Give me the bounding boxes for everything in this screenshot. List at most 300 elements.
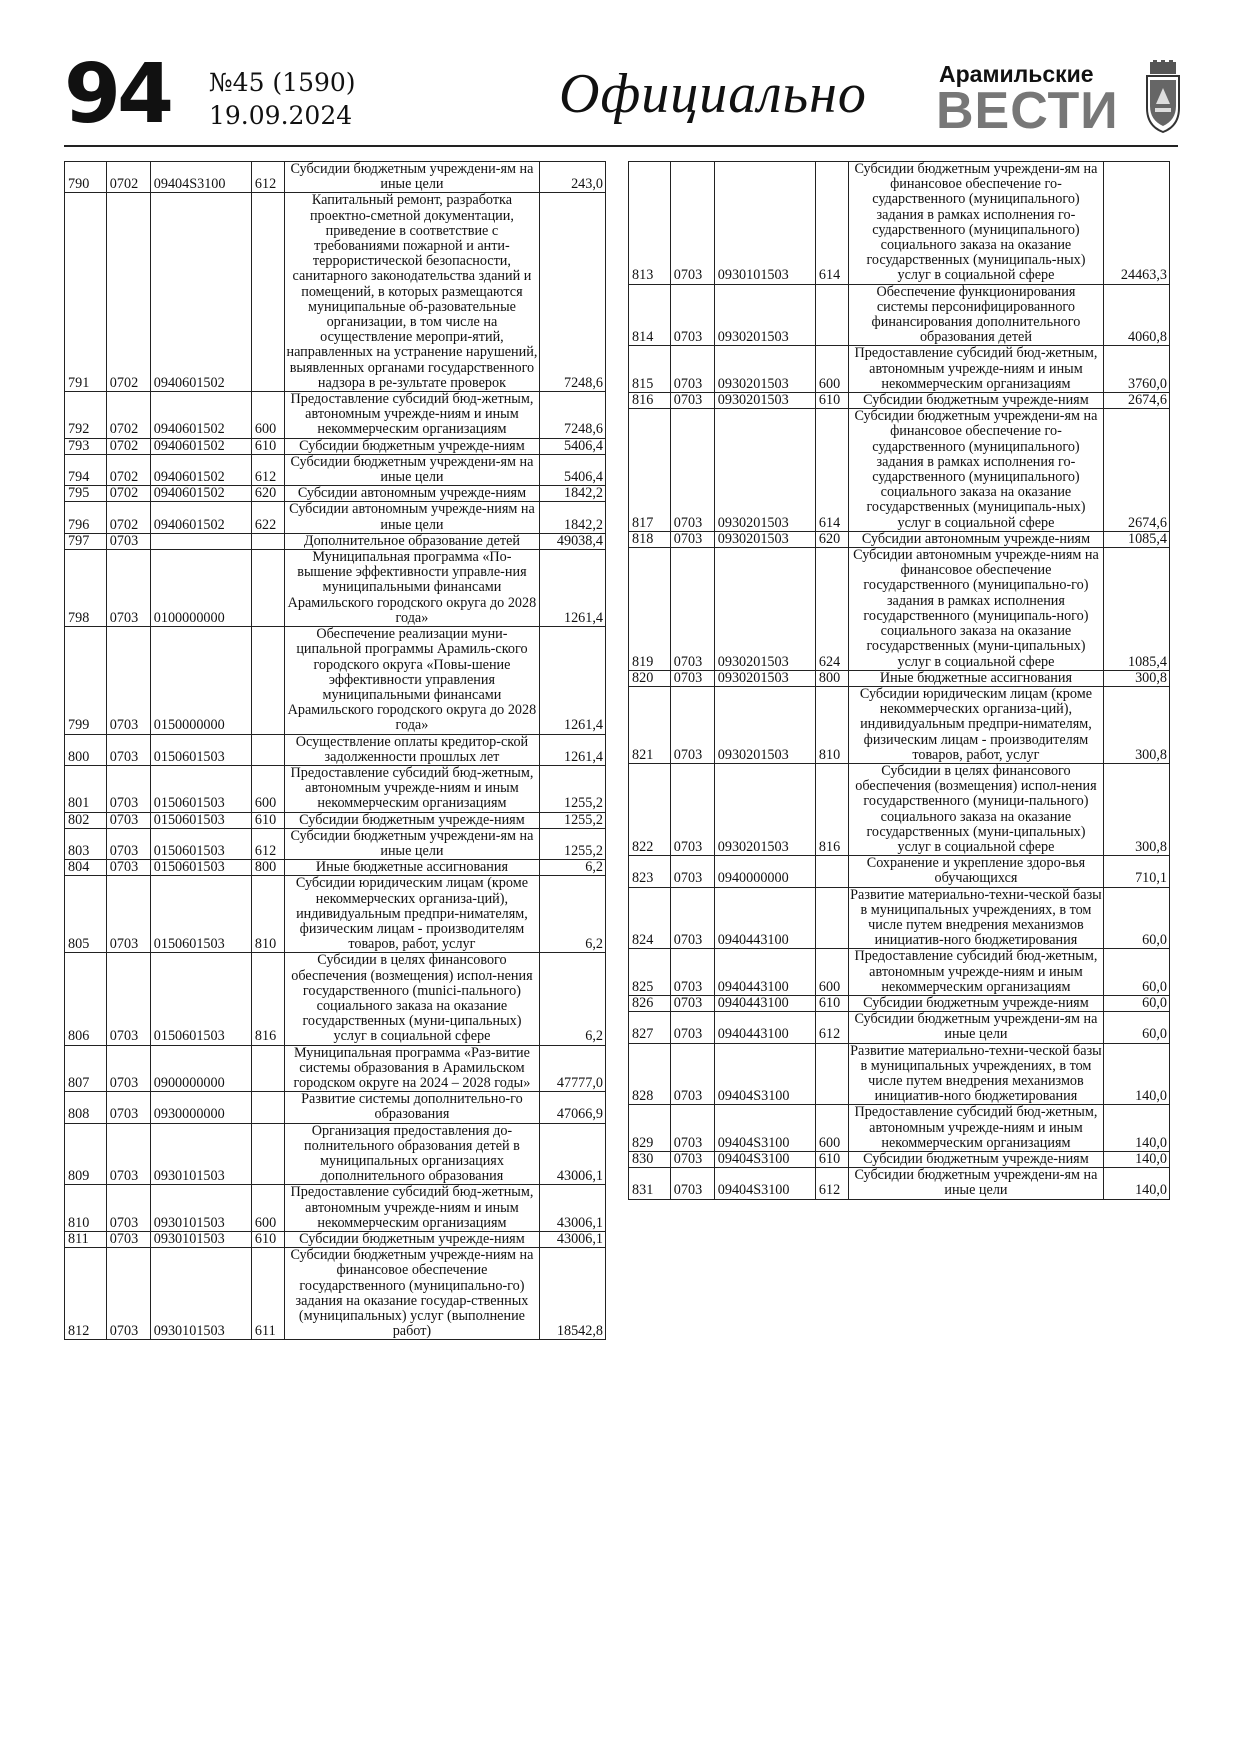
item-description: Капитальный ремонт, разработка проектно-сметной документации, приведение в соответствие с требованиями пожарной и анти-террористической безопасности, санитарного законодательства зданий и помещений, в которых размещаются муниципальные об-разовательные организации, в том числе на осуществление меропри-ятий, направленных на устранение нарушений, выявленных органами государственного надзора в ре-зультате проверок bbox=[284, 193, 539, 392]
table-row bbox=[629, 949, 1170, 996]
amount: 3760,0 bbox=[1103, 346, 1169, 393]
expense-type-code bbox=[251, 1045, 284, 1092]
row-number: 812 bbox=[65, 1248, 107, 1340]
item-description: Субсидии автономным учрежде-ниям bbox=[848, 531, 1103, 547]
amount: 6,2 bbox=[539, 860, 605, 876]
section-code: 0703 bbox=[670, 393, 714, 409]
amount: 243,0 bbox=[539, 162, 605, 193]
row-number: 830 bbox=[629, 1152, 671, 1168]
amount: 47066,9 bbox=[539, 1092, 605, 1123]
target-item-code: 0930201503 bbox=[714, 284, 815, 346]
item-description: Предоставление субсидий бюд-жетным, автономным учрежде-ниям и иным некоммерческим организациям bbox=[284, 765, 539, 812]
row-number: 824 bbox=[629, 887, 671, 949]
target-item-code: 0940601502 bbox=[150, 486, 251, 502]
section-code: 0703 bbox=[670, 1043, 714, 1105]
expense-type-code: 816 bbox=[251, 953, 284, 1045]
amount: 140,0 bbox=[1103, 1168, 1169, 1199]
newspaper-name-top: Арамильские bbox=[939, 61, 1094, 87]
amount: 18542,8 bbox=[539, 1248, 605, 1340]
table-row bbox=[629, 887, 1170, 949]
expense-type-code: 810 bbox=[251, 876, 284, 953]
expense-type-code: 612 bbox=[251, 828, 284, 859]
amount: 2674,6 bbox=[1103, 393, 1169, 409]
item-description: Организация предоставления до-полнительного образования детей в муниципальных организациях дополнительного образования bbox=[284, 1123, 539, 1185]
item-description: Субсидии бюджетным учреждени-ям на иные цели bbox=[848, 1012, 1103, 1043]
target-item-code: 0940443100 bbox=[714, 995, 815, 1011]
target-item-code: 09404S3100 bbox=[714, 1168, 815, 1199]
item-description: Осуществление оплаты кредитор-ской задолженности прошлых лет bbox=[284, 734, 539, 765]
table-row bbox=[65, 828, 606, 859]
item-description: Субсидии в целях финансового обеспечения (возмещения) испол-нения государственного (муници-пального) социального заказа на оказание государственных (муни-ципальных) услуг в социальной сфере bbox=[848, 763, 1103, 855]
item-description: Обеспечение реализации муни-ципальной программы Арамиль-ского городского округа «Повы-шение эффективности управления муниципальными финансами Арамильского городского округа до 2028 года» bbox=[284, 627, 539, 734]
item-description: Иные бюджетные ассигнования bbox=[848, 670, 1103, 686]
target-item-code: 0940443100 bbox=[714, 949, 815, 996]
item-description: Предоставление субсидий бюд-жетным, автономным учрежде-ниям и иным некоммерческим организациям bbox=[848, 949, 1103, 996]
budget-table-left bbox=[64, 161, 606, 1340]
amount: 1261,4 bbox=[539, 734, 605, 765]
expense-type-code bbox=[251, 533, 284, 549]
row-number: 813 bbox=[629, 162, 671, 285]
row-number: 814 bbox=[629, 284, 671, 346]
item-description: Субсидии бюджетным учрежде-ниям bbox=[848, 995, 1103, 1011]
budget-table-right bbox=[628, 161, 1170, 1200]
target-item-code: 0150601503 bbox=[150, 812, 251, 828]
expense-type-code: 600 bbox=[251, 765, 284, 812]
expense-type-code: 600 bbox=[815, 949, 848, 996]
masthead bbox=[64, 47, 1179, 148]
section-code: 0703 bbox=[670, 162, 714, 285]
row-number: 800 bbox=[65, 734, 107, 765]
section-code: 0702 bbox=[106, 438, 150, 454]
amount: 60,0 bbox=[1103, 995, 1169, 1011]
row-number: 805 bbox=[65, 876, 107, 953]
target-item-code: 0930101503 bbox=[150, 1232, 251, 1248]
row-number: 823 bbox=[629, 856, 671, 887]
target-item-code: 0930201503 bbox=[714, 686, 815, 763]
item-description: Субсидии бюджетным учреждени-ям на иные цели bbox=[284, 162, 539, 193]
target-item-code: 09404S3100 bbox=[150, 162, 251, 193]
expense-type-code bbox=[251, 550, 284, 627]
amount: 300,8 bbox=[1103, 670, 1169, 686]
row-number: 819 bbox=[629, 548, 671, 671]
row-number: 797 bbox=[65, 533, 107, 549]
amount: 1842,2 bbox=[539, 486, 605, 502]
item-description: Сохранение и укрепление здоро-вья обучающихся bbox=[848, 856, 1103, 887]
row-number: 809 bbox=[65, 1123, 107, 1185]
item-description: Предоставление субсидий бюд-жетным, автономным учрежде-ниям и иным некоммерческим организациям bbox=[284, 1185, 539, 1232]
target-item-code: 09404S3100 bbox=[714, 1105, 815, 1152]
target-item-code: 0940601502 bbox=[150, 392, 251, 439]
section-code: 0702 bbox=[106, 486, 150, 502]
section-code: 0702 bbox=[106, 454, 150, 485]
table-row bbox=[629, 393, 1170, 409]
section-code: 0703 bbox=[670, 531, 714, 547]
item-description: Муниципальная программа «Раз-витие системы образования в Арамильском городском округе на 2024 – 2028 годы» bbox=[284, 1045, 539, 1092]
section-code: 0703 bbox=[106, 828, 150, 859]
expense-type-code: 610 bbox=[251, 1232, 284, 1248]
table-row bbox=[65, 1232, 606, 1248]
row-number: 791 bbox=[65, 193, 107, 392]
section-code: 0703 bbox=[106, 860, 150, 876]
table-row bbox=[629, 1168, 1170, 1199]
expense-type-code: 614 bbox=[815, 162, 848, 285]
target-item-code: 09404S3100 bbox=[714, 1043, 815, 1105]
item-description: Субсидии бюджетным учрежде-ниям bbox=[848, 1152, 1103, 1168]
expense-type-code bbox=[251, 1123, 284, 1185]
table-row bbox=[65, 765, 606, 812]
amount: 60,0 bbox=[1103, 1012, 1169, 1043]
expense-type-code: 612 bbox=[251, 162, 284, 193]
target-item-code: 0100000000 bbox=[150, 550, 251, 627]
amount: 43006,1 bbox=[539, 1232, 605, 1248]
expense-type-code bbox=[815, 284, 848, 346]
row-number: 795 bbox=[65, 486, 107, 502]
table-row bbox=[629, 346, 1170, 393]
row-number: 816 bbox=[629, 393, 671, 409]
expense-type-code: 810 bbox=[815, 686, 848, 763]
table-row bbox=[65, 1045, 606, 1092]
item-description: Субсидии автономным учрежде-ниям на иные цели bbox=[284, 502, 539, 533]
item-description: Субсидии бюджетным учреждени-ям на иные цели bbox=[284, 454, 539, 485]
row-number: 821 bbox=[629, 686, 671, 763]
amount: 1261,4 bbox=[539, 550, 605, 627]
target-item-code: 0940443100 bbox=[714, 1012, 815, 1043]
row-number: 815 bbox=[629, 346, 671, 393]
table-row bbox=[65, 1248, 606, 1340]
amount: 2674,6 bbox=[1103, 409, 1169, 532]
row-number: 822 bbox=[629, 763, 671, 855]
row-number: 792 bbox=[65, 392, 107, 439]
row-number: 790 bbox=[65, 162, 107, 193]
table-row bbox=[629, 1152, 1170, 1168]
row-number: 796 bbox=[65, 502, 107, 533]
amount: 300,8 bbox=[1103, 686, 1169, 763]
row-number: 804 bbox=[65, 860, 107, 876]
table-row bbox=[65, 162, 606, 193]
table-row bbox=[65, 1185, 606, 1232]
section-code: 0703 bbox=[670, 284, 714, 346]
row-number: 799 bbox=[65, 627, 107, 734]
row-number: 803 bbox=[65, 828, 107, 859]
item-description: Обеспечение функционирования системы персонифицированного финансирования дополнительного образования детей bbox=[848, 284, 1103, 346]
table-row bbox=[629, 856, 1170, 887]
amount: 6,2 bbox=[539, 876, 605, 953]
target-item-code: 0930101503 bbox=[150, 1123, 251, 1185]
target-item-code: 0930201503 bbox=[714, 763, 815, 855]
expense-type-code: 800 bbox=[251, 860, 284, 876]
expense-type-code: 610 bbox=[251, 438, 284, 454]
table-row bbox=[629, 670, 1170, 686]
item-description: Муниципальная программа «По-вышение эффективности управле-ния муниципальными финансами Арамильского городского округа до 2028 года» bbox=[284, 550, 539, 627]
expense-type-code: 600 bbox=[251, 1185, 284, 1232]
target-item-code: 0940601502 bbox=[150, 438, 251, 454]
table-row bbox=[65, 193, 606, 392]
section-code: 0703 bbox=[670, 1152, 714, 1168]
expense-type-code: 612 bbox=[251, 454, 284, 485]
expense-type-code: 610 bbox=[815, 1152, 848, 1168]
issue-date: 19.09.2024 bbox=[209, 101, 353, 130]
newspaper-name-main: ВЕСТИ bbox=[936, 82, 1119, 140]
expense-type-code: 816 bbox=[815, 763, 848, 855]
amount: 60,0 bbox=[1103, 887, 1169, 949]
target-item-code: 0150601503 bbox=[150, 828, 251, 859]
amount: 1842,2 bbox=[539, 502, 605, 533]
target-item-code: 0930101503 bbox=[150, 1185, 251, 1232]
target-item-code bbox=[150, 533, 251, 549]
row-number: 826 bbox=[629, 995, 671, 1011]
table-row bbox=[629, 686, 1170, 763]
item-description: Развитие системы дополнительно-го образования bbox=[284, 1092, 539, 1123]
left-table-body bbox=[65, 162, 606, 1340]
table-row bbox=[65, 454, 606, 485]
row-number: 825 bbox=[629, 949, 671, 996]
item-description: Субсидии бюджетным учреждени-ям на финансовое обеспечение го-сударственного (муниципального) задания в рамках исполнения го-сударственного (муниципального) социального заказа на оказание государственных (муниципаль-ных) услуг в социальной сфере bbox=[848, 162, 1103, 285]
table-row bbox=[629, 162, 1170, 285]
item-description: Иные бюджетные ассигнования bbox=[284, 860, 539, 876]
row-number: 798 bbox=[65, 550, 107, 627]
table-row bbox=[629, 548, 1170, 671]
target-item-code: 0150000000 bbox=[150, 627, 251, 734]
item-description: Субсидии бюджетным учрежде-ниям bbox=[284, 438, 539, 454]
section-code: 0703 bbox=[670, 763, 714, 855]
page-number: 94 bbox=[64, 47, 171, 142]
target-item-code: 0930201503 bbox=[714, 548, 815, 671]
item-description: Субсидии юридическим лицам (кроме некоммерческих организа-ций), индивидуальным предпри-нимателям, физическим лицам - производителям товаров, работ, услуг bbox=[848, 686, 1103, 763]
amount: 140,0 bbox=[1103, 1043, 1169, 1105]
header-rule bbox=[64, 145, 1178, 147]
target-item-code: 0900000000 bbox=[150, 1045, 251, 1092]
section-code: 0703 bbox=[106, 953, 150, 1045]
row-number: 827 bbox=[629, 1012, 671, 1043]
table-row bbox=[65, 486, 606, 502]
section-code: 0703 bbox=[670, 409, 714, 532]
amount: 24463,3 bbox=[1103, 162, 1169, 285]
target-item-code: 09404S3100 bbox=[714, 1152, 815, 1168]
table-row bbox=[65, 1123, 606, 1185]
table-row bbox=[65, 953, 606, 1045]
target-item-code: 0940601502 bbox=[150, 193, 251, 392]
expense-type-code: 600 bbox=[251, 392, 284, 439]
item-description: Развитие материально-техни-ческой базы в муниципальных учреждениях, в том числе путем внедрения механизмов инициатив-ного бюджетирования bbox=[850, 887, 1102, 949]
section-code: 0703 bbox=[106, 627, 150, 734]
item-description: Субсидии бюджетным учрежде-ниям на финансовое обеспечение государственного (муниципально-го) задания на оказание государ-ственных (муниципальных) услуг (выполнение работ) bbox=[284, 1248, 539, 1340]
item-description: Предоставление субсидий бюд-жетным, автономным учрежде-ниям и иным некоммерческим организациям bbox=[284, 392, 539, 439]
section-code: 0703 bbox=[670, 1105, 714, 1152]
row-number: 806 bbox=[65, 953, 107, 1045]
target-item-code: 0150601503 bbox=[150, 953, 251, 1045]
item-description: Предоставление субсидий бюд-жетным, автономным учрежде-ниям и иным некоммерческим организациям bbox=[848, 1105, 1103, 1152]
item-description: Субсидии бюджетным учреждени-ям на финансовое обеспечение го-сударственного (муниципального) задания в рамках исполнения го-сударственного (муниципального) социального заказа на оказание государственных (муниципаль-ных) услуг в социальной сфере bbox=[848, 409, 1103, 532]
expense-type-code: 620 bbox=[815, 531, 848, 547]
table-row bbox=[629, 763, 1170, 855]
row-number: 828 bbox=[629, 1043, 671, 1105]
issue-number: №45 (1590) bbox=[209, 68, 356, 97]
section-code: 0703 bbox=[670, 856, 714, 887]
table-row bbox=[65, 438, 606, 454]
expense-type-code: 610 bbox=[815, 393, 848, 409]
section-code: 0703 bbox=[670, 670, 714, 686]
item-description: Предоставление субсидий бюд-жетным, автономным учрежде-ниям и иным некоммерческим организациям bbox=[848, 346, 1103, 393]
target-item-code: 0930101503 bbox=[714, 162, 815, 285]
target-item-code: 0940601502 bbox=[150, 454, 251, 485]
amount: 1255,2 bbox=[539, 812, 605, 828]
table-row bbox=[65, 812, 606, 828]
section-code: 0703 bbox=[670, 346, 714, 393]
table-row bbox=[629, 531, 1170, 547]
amount: 4060,8 bbox=[1103, 284, 1169, 346]
section-code: 0703 bbox=[106, 1232, 150, 1248]
target-item-code: 0940443100 bbox=[714, 887, 815, 949]
section-code: 0703 bbox=[106, 876, 150, 953]
section-code: 0703 bbox=[670, 686, 714, 763]
table-row bbox=[65, 550, 606, 627]
row-number: 818 bbox=[629, 531, 671, 547]
amount: 1255,2 bbox=[539, 765, 605, 812]
table-row bbox=[65, 860, 606, 876]
item-description: Субсидии бюджетным учрежде-ниям bbox=[284, 812, 539, 828]
expense-type-code: 610 bbox=[251, 812, 284, 828]
table-row bbox=[65, 876, 606, 953]
section-code: 0703 bbox=[106, 765, 150, 812]
target-item-code: 0930201503 bbox=[714, 393, 815, 409]
section-code: 0702 bbox=[106, 162, 150, 193]
item-description: Развитие материально-техни-ческой базы в муниципальных учреждениях, в том числе путем внедрения механизмов инициатив-ного бюджетирования bbox=[850, 1043, 1102, 1105]
section-code: 0703 bbox=[106, 1185, 150, 1232]
section-code: 0703 bbox=[670, 949, 714, 996]
row-number: 817 bbox=[629, 409, 671, 532]
table-row bbox=[65, 627, 606, 734]
item-description: Субсидии бюджетным учреждени-ям на иные цели bbox=[848, 1168, 1103, 1199]
target-item-code: 0930201503 bbox=[714, 531, 815, 547]
section-code: 0702 bbox=[106, 502, 150, 533]
target-item-code: 0930000000 bbox=[150, 1092, 251, 1123]
expense-type-code: 800 bbox=[815, 670, 848, 686]
expense-type-code: 620 bbox=[251, 486, 284, 502]
expense-type-code bbox=[815, 856, 848, 887]
target-item-code: 0930201503 bbox=[714, 670, 815, 686]
amount: 49038,4 bbox=[539, 533, 605, 549]
row-number: 793 bbox=[65, 438, 107, 454]
expense-type-code: 611 bbox=[251, 1248, 284, 1340]
expense-type-code: 612 bbox=[815, 1168, 848, 1199]
section-title: Официально bbox=[559, 63, 867, 125]
amount: 140,0 bbox=[1103, 1105, 1169, 1152]
amount: 1085,4 bbox=[1103, 548, 1169, 671]
right-table-body bbox=[629, 162, 1170, 1200]
item-description: Субсидии в целях финансового обеспечения (возмещения) испол-нения государственного (munici-пального) социального заказа на оказание государственных (муни-ципальных) услуг в социальной сфере bbox=[284, 953, 539, 1045]
target-item-code: 0930201503 bbox=[714, 346, 815, 393]
expense-type-code: 600 bbox=[815, 346, 848, 393]
row-number: 810 bbox=[65, 1185, 107, 1232]
expense-type-code: 612 bbox=[815, 1012, 848, 1043]
amount: 300,8 bbox=[1103, 763, 1169, 855]
row-number: 802 bbox=[65, 812, 107, 828]
target-item-code: 0930101503 bbox=[150, 1248, 251, 1340]
target-item-code: 0150601503 bbox=[150, 765, 251, 812]
expense-type-code bbox=[251, 1092, 284, 1123]
amount: 710,1 bbox=[1103, 856, 1169, 887]
section-code: 0703 bbox=[106, 1092, 150, 1123]
expense-type-code bbox=[251, 734, 284, 765]
item-description: Субсидии бюджетным учреждени-ям на иные цели bbox=[284, 828, 539, 859]
item-description: Субсидии бюджетным учрежде-ниям bbox=[848, 393, 1103, 409]
table-row bbox=[65, 734, 606, 765]
table-row bbox=[629, 1012, 1170, 1043]
amount: 47777,0 bbox=[539, 1045, 605, 1092]
coat-of-arms-icon bbox=[1144, 60, 1182, 134]
section-code: 0703 bbox=[670, 887, 714, 949]
table-row bbox=[629, 995, 1170, 1011]
table-row bbox=[629, 409, 1170, 532]
section-code: 0703 bbox=[106, 1045, 150, 1092]
section-code: 0703 bbox=[106, 812, 150, 828]
expense-type-code bbox=[815, 1043, 848, 1105]
item-description: Субсидии бюджетным учрежде-ниям bbox=[284, 1232, 539, 1248]
section-code: 0703 bbox=[670, 1168, 714, 1199]
amount: 5406,4 bbox=[539, 438, 605, 454]
section-code: 0703 bbox=[670, 1012, 714, 1043]
row-number: 829 bbox=[629, 1105, 671, 1152]
amount: 7248,6 bbox=[539, 193, 605, 392]
item-description: Дополнительное образование детей bbox=[284, 533, 539, 549]
row-number: 794 bbox=[65, 454, 107, 485]
amount: 6,2 bbox=[539, 953, 605, 1045]
row-number: 807 bbox=[65, 1045, 107, 1092]
expense-type-code bbox=[251, 627, 284, 734]
amount: 5406,4 bbox=[539, 454, 605, 485]
section-code: 0703 bbox=[106, 1248, 150, 1340]
target-item-code: 0940000000 bbox=[714, 856, 815, 887]
expense-type-code: 610 bbox=[815, 995, 848, 1011]
amount: 43006,1 bbox=[539, 1185, 605, 1232]
table-row bbox=[629, 1043, 1170, 1105]
row-number: 811 bbox=[65, 1232, 107, 1248]
section-code: 0703 bbox=[106, 1123, 150, 1185]
expense-type-code: 614 bbox=[815, 409, 848, 532]
section-code: 0703 bbox=[670, 548, 714, 671]
amount: 1255,2 bbox=[539, 828, 605, 859]
row-number: 801 bbox=[65, 765, 107, 812]
table-row bbox=[629, 284, 1170, 346]
table-row bbox=[65, 533, 606, 549]
table-row bbox=[65, 1092, 606, 1123]
expense-type-code bbox=[815, 887, 848, 949]
row-number: 831 bbox=[629, 1168, 671, 1199]
target-item-code: 0150601503 bbox=[150, 876, 251, 953]
amount: 1261,4 bbox=[539, 627, 605, 734]
target-item-code: 0150601503 bbox=[150, 734, 251, 765]
expense-type-code bbox=[251, 193, 284, 392]
section-code: 0703 bbox=[106, 533, 150, 549]
expense-type-code: 622 bbox=[251, 502, 284, 533]
section-code: 0703 bbox=[670, 995, 714, 1011]
item-description: Субсидии автономным учрежде-ниям на финансовое обеспечение государственного (муниципально-го) задания в рамках исполнения государственного (муниципаль-ного) социального заказа на оказание государственных (муни-ципальных) услуг в социальной сфере bbox=[848, 548, 1103, 671]
section-code: 0703 bbox=[106, 550, 150, 627]
table-row bbox=[65, 502, 606, 533]
target-item-code: 0940601502 bbox=[150, 502, 251, 533]
row-number: 820 bbox=[629, 670, 671, 686]
table-row bbox=[629, 1105, 1170, 1152]
amount: 43006,1 bbox=[539, 1123, 605, 1185]
section-code: 0703 bbox=[106, 734, 150, 765]
amount: 60,0 bbox=[1103, 949, 1169, 996]
row-number: 808 bbox=[65, 1092, 107, 1123]
amount: 1085,4 bbox=[1103, 531, 1169, 547]
amount: 7248,6 bbox=[539, 392, 605, 439]
item-description: Субсидии автономным учрежде-ниям bbox=[284, 486, 539, 502]
expense-type-code: 600 bbox=[815, 1105, 848, 1152]
target-item-code: 0150601503 bbox=[150, 860, 251, 876]
